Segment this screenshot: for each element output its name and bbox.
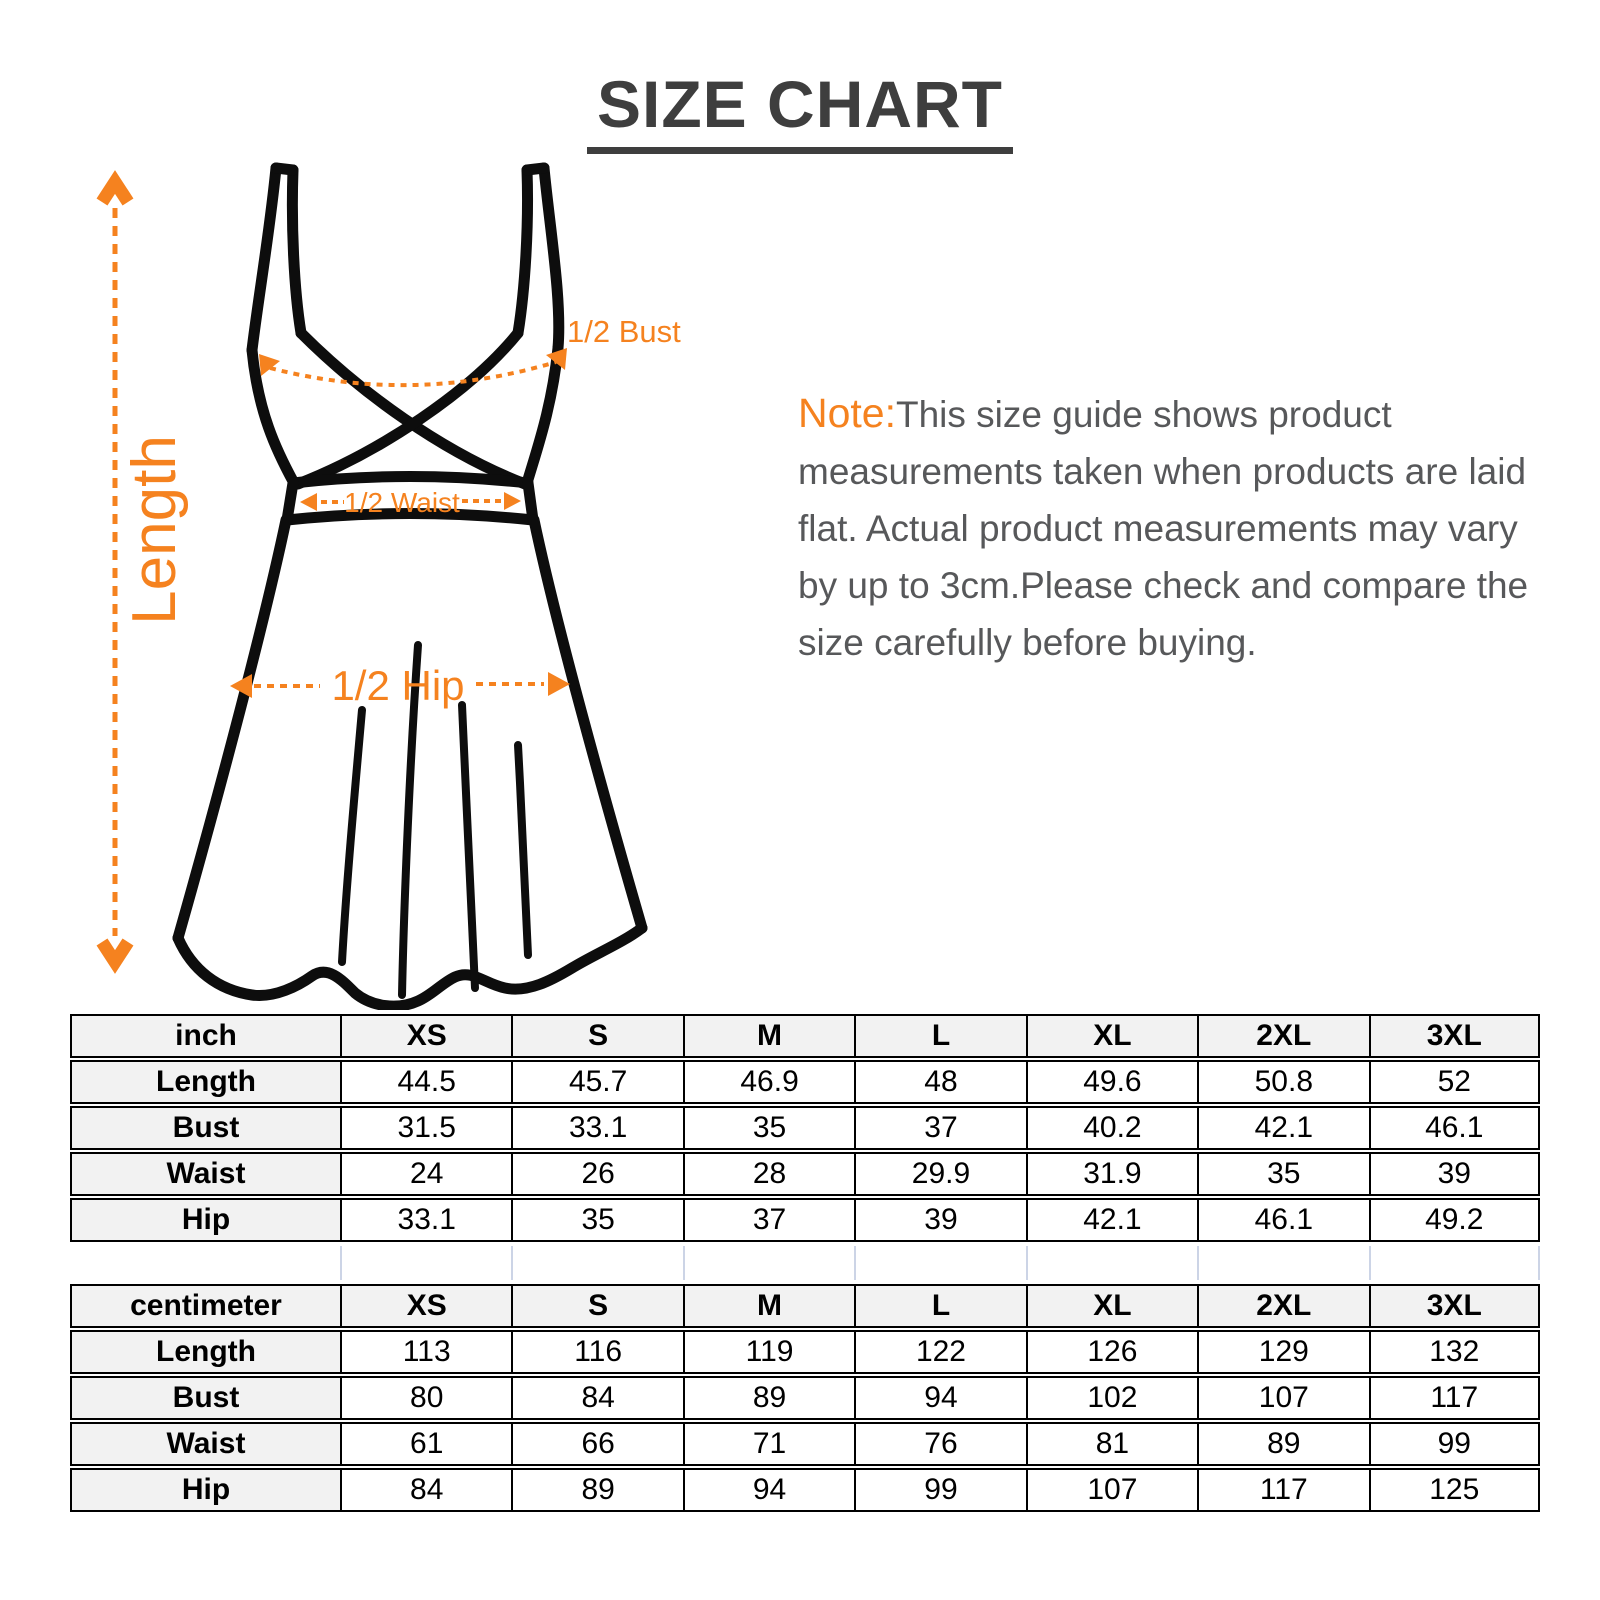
measurement-value: 117 <box>1197 1468 1368 1512</box>
table-row <box>70 1198 1540 1242</box>
measurement-value: 46.1 <box>1197 1198 1368 1242</box>
measurement-value: 45.7 <box>511 1060 682 1104</box>
column-header: 2XL <box>1197 1014 1368 1058</box>
table-row <box>70 1376 1540 1420</box>
column-header: L <box>854 1284 1025 1328</box>
skirt-left-edge <box>178 520 286 938</box>
left-strap-outer <box>252 168 276 350</box>
right-strap-inner <box>518 170 528 333</box>
measurement-value: 49.2 <box>1369 1198 1540 1242</box>
measurement-value: 39 <box>854 1198 1025 1242</box>
measurement-value: 76 <box>854 1422 1025 1466</box>
table-row <box>70 1152 1540 1196</box>
left-strap-top <box>276 168 293 170</box>
arrow-right-icon <box>504 492 521 510</box>
measurement-value: 99 <box>854 1468 1025 1512</box>
measurement-value: 99 <box>1369 1422 1540 1466</box>
measurement-value: 26 <box>511 1152 682 1196</box>
row-label: Hip <box>70 1198 340 1242</box>
measurement-value: 81 <box>1026 1422 1197 1466</box>
length-label: Length <box>120 435 189 625</box>
measurement-value: 80 <box>340 1376 511 1420</box>
page-header <box>0 66 1600 154</box>
size-table-centimeter <box>70 1282 1540 1514</box>
measurement-value: 113 <box>340 1330 511 1374</box>
measurement-value: 50.8 <box>1197 1060 1368 1104</box>
skirt-hem <box>178 928 642 1006</box>
measurement-value: 125 <box>1369 1468 1540 1512</box>
measurement-value: 107 <box>1026 1468 1197 1512</box>
measurement-value: 42.1 <box>1026 1198 1197 1242</box>
bust-arrow <box>259 348 567 385</box>
waistband-right-end <box>528 483 533 520</box>
measurement-value: 117 <box>1369 1376 1540 1420</box>
table-row <box>70 1468 1540 1512</box>
column-header: S <box>511 1284 682 1328</box>
column-header: M <box>683 1014 854 1058</box>
measurement-value: 107 <box>1197 1376 1368 1420</box>
table-row <box>70 1422 1540 1466</box>
measurement-value: 71 <box>683 1422 854 1466</box>
measurement-value: 35 <box>1197 1152 1368 1196</box>
measurement-value: 28 <box>683 1152 854 1196</box>
skirt-right-edge <box>534 520 642 928</box>
hip-label: 1/2 Hip <box>331 662 465 709</box>
waist-label: 1/2 Waist <box>344 487 460 518</box>
column-header: XS <box>340 1014 511 1058</box>
arrow-left-icon <box>259 354 280 376</box>
measurement-value: 37 <box>854 1106 1025 1150</box>
measurement-value: 61 <box>340 1422 511 1466</box>
right-strap-outer <box>544 168 559 348</box>
measurement-value: 42.1 <box>1197 1106 1368 1150</box>
note-paragraph <box>798 385 1538 671</box>
measurement-value: 39 <box>1369 1152 1540 1196</box>
measurement-value: 89 <box>683 1376 854 1420</box>
right-strap-top <box>527 168 544 170</box>
column-header: XL <box>1026 1014 1197 1058</box>
measurement-value: 89 <box>1197 1422 1368 1466</box>
arrow-up-icon <box>102 182 128 202</box>
column-header: 2XL <box>1197 1284 1368 1328</box>
measurement-value: 122 <box>854 1330 1025 1374</box>
left-strap-inner <box>292 170 301 333</box>
measurement-value: 126 <box>1026 1330 1197 1374</box>
column-header: L <box>854 1014 1025 1058</box>
row-label: Hip <box>70 1468 340 1512</box>
header-row <box>70 1014 1540 1058</box>
bust-label: 1/2 Bust <box>567 314 681 349</box>
measurement-value: 37 <box>683 1198 854 1242</box>
row-label: Bust <box>70 1106 340 1150</box>
measurement-value: 33.1 <box>340 1198 511 1242</box>
measurement-value: 119 <box>683 1330 854 1374</box>
column-header: M <box>683 1284 854 1328</box>
row-label: Waist <box>70 1422 340 1466</box>
measurement-value: 66 <box>511 1422 682 1466</box>
measurement-value: 31.5 <box>340 1106 511 1150</box>
table-row <box>70 1106 1540 1150</box>
note-text: This size guide shows product measurements taken when products are laid flat. Actual product measurements may vary by up to 3cm.Please check and compare the size carefully before buying. <box>798 394 1529 663</box>
row-label: Bust <box>70 1376 340 1420</box>
measurement-value: 94 <box>683 1468 854 1512</box>
measurement-value: 40.2 <box>1026 1106 1197 1150</box>
measurement-value: 46.1 <box>1369 1106 1540 1150</box>
table-row <box>70 1330 1540 1374</box>
measurement-value: 49.6 <box>1026 1060 1197 1104</box>
measurement-value: 31.9 <box>1026 1152 1197 1196</box>
column-header: XS <box>340 1284 511 1328</box>
row-label: Length <box>70 1060 340 1104</box>
unit-header: inch <box>70 1014 340 1058</box>
header-row <box>70 1284 1540 1328</box>
size-table-inch <box>70 1012 1540 1244</box>
measurement-value: 84 <box>511 1376 682 1420</box>
column-header: S <box>511 1014 682 1058</box>
dress-measurement-diagram <box>80 150 740 1010</box>
row-label: Waist <box>70 1152 340 1196</box>
table-row <box>70 1060 1540 1104</box>
arrow-left-icon <box>300 493 317 511</box>
measurement-value: 129 <box>1197 1330 1368 1374</box>
dress-outline <box>178 168 642 1006</box>
measurement-value: 46.9 <box>683 1060 854 1104</box>
page-title: SIZE CHART <box>587 66 1013 154</box>
measurement-value: 84 <box>340 1468 511 1512</box>
measurement-value: 102 <box>1026 1376 1197 1420</box>
waistband-top <box>293 477 528 484</box>
measurement-value: 94 <box>854 1376 1025 1420</box>
measurement-value: 48 <box>854 1060 1025 1104</box>
row-label: Length <box>70 1330 340 1374</box>
waistband-left-end <box>287 483 293 520</box>
unit-header: centimeter <box>70 1284 340 1328</box>
measurement-value: 89 <box>511 1468 682 1512</box>
measurement-value: 24 <box>340 1152 511 1196</box>
column-header: 3XL <box>1369 1284 1540 1328</box>
measurement-value: 33.1 <box>511 1106 682 1150</box>
arrow-down-icon <box>102 942 128 962</box>
measurement-value: 116 <box>511 1330 682 1374</box>
measurement-value: 29.9 <box>854 1152 1025 1196</box>
measurement-value: 44.5 <box>340 1060 511 1104</box>
measure-annotations <box>102 182 681 962</box>
measurement-value: 52 <box>1369 1060 1540 1104</box>
measurement-value: 35 <box>683 1106 854 1150</box>
column-header: XL <box>1026 1284 1197 1328</box>
column-header: 3XL <box>1369 1014 1540 1058</box>
note-label: Note: <box>798 390 896 436</box>
measurement-value: 132 <box>1369 1330 1540 1374</box>
table-gap-guidelines <box>70 1246 1540 1280</box>
measurement-value: 35 <box>511 1198 682 1242</box>
